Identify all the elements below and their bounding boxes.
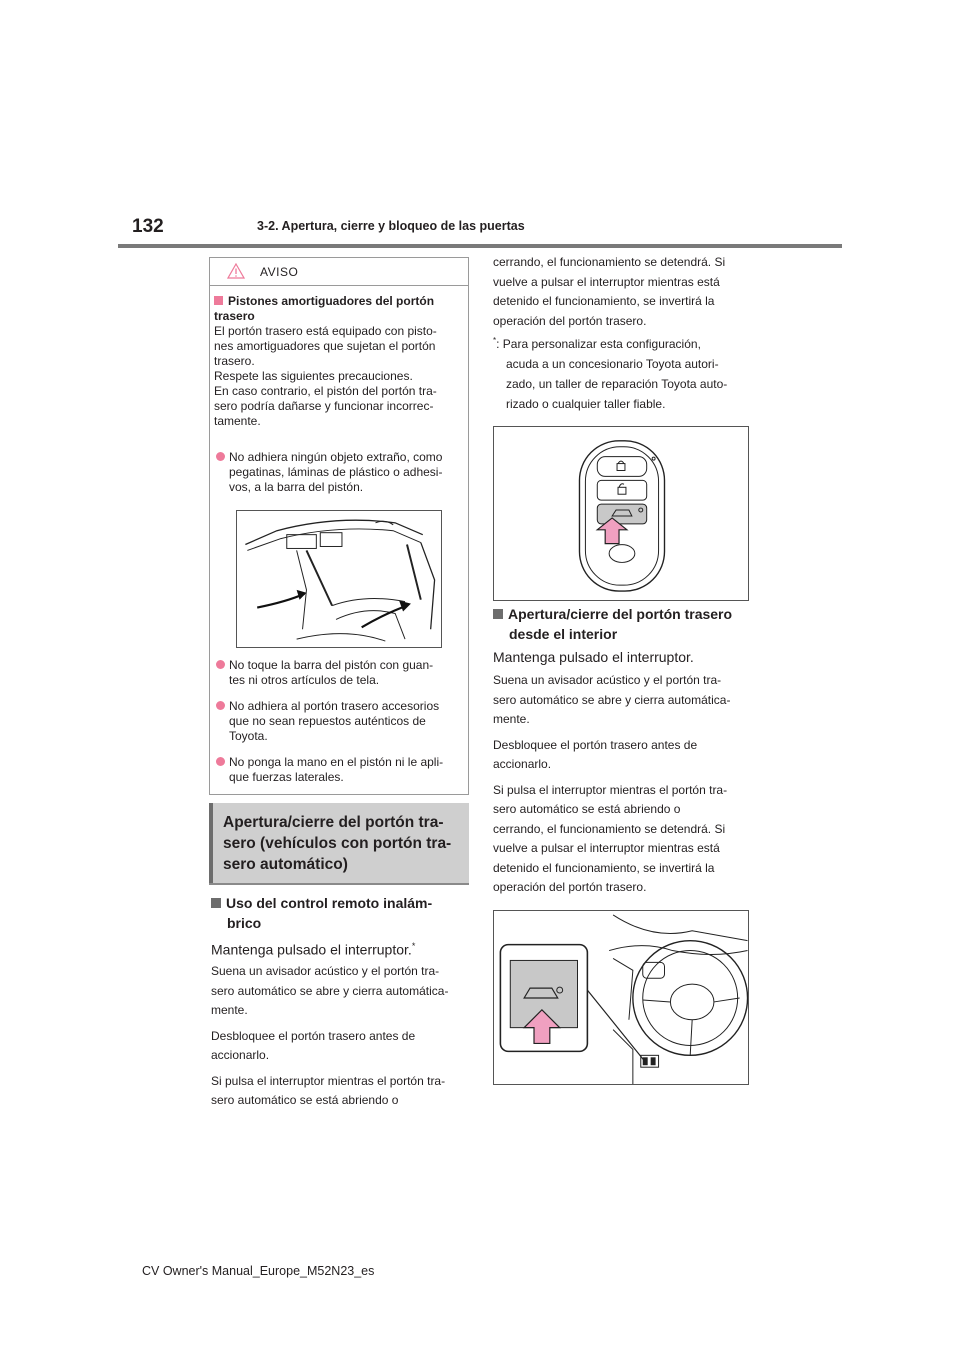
page-number: 132 xyxy=(132,216,164,237)
warning-bullet: No toque la barra del pistón con guan- tes ni otros artículos de tela. xyxy=(214,658,466,688)
dashboard-switch-illustration xyxy=(493,910,749,1085)
key-fob-illustration xyxy=(493,426,749,601)
footnote-mark: * xyxy=(493,336,497,345)
square-bullet-icon xyxy=(493,609,503,619)
interior-body: Suena un avisador acústico y el portón tra- sero automático se abre y cierra automática- mente. Desbloquee el portón trasero antes de accionarlo. Si pulsa el interruptor mientras el portón tra- sero automático se está abriendo o cerrando, el funcionamiento se detendrá. Si vuelve a pulsar el interruptor mientras está detenido el funcionamiento, se invertirá la operación del portón trasero. xyxy=(493,673,731,894)
square-bullet-icon xyxy=(211,898,221,908)
warning-title: AVISO xyxy=(260,265,299,279)
footnote-mark: * xyxy=(411,941,416,951)
section-heading: Apertura/cierre del portón tra- sero (vehículos con portón tra- sero automático) xyxy=(209,803,469,883)
warning-bullet: No adhiera al portón trasero accesorios que no sean repuestos auténticos de Toyota. xyxy=(214,699,466,744)
header-rule xyxy=(118,244,842,248)
remote-lead: Mantenga pulsado el interruptor.* xyxy=(211,941,416,958)
interior-lead: Mantenga pulsado el interruptor. xyxy=(493,649,694,665)
remote-subheading: Uso del control remoto inalám- brico xyxy=(211,893,469,933)
warning-subheading: Pistones amortiguadores del portón trasero xyxy=(214,294,435,323)
footer-text: CV Owner's Manual_Europe_M52N23_es xyxy=(142,1264,375,1278)
dot-bullet-icon xyxy=(216,660,225,669)
tailgate-piston-illustration xyxy=(236,510,442,648)
section-title: 3-2. Apertura, cierre y bloqueo de las puertas xyxy=(257,219,525,233)
warning-intro: El portón trasero está equipado con pisto- nes amortiguadores que sujetan el portón trasero. Respete las siguientes precauciones. En caso contrario, el pistón del portón tra- sero podría dañarse y funcionar incorrec- tamente. xyxy=(214,324,437,428)
dot-bullet-icon xyxy=(216,757,225,766)
warning-bullet: No ponga la mano en el pistón ni le apli- que fuerzas laterales. xyxy=(214,755,466,785)
dot-bullet-icon xyxy=(216,452,225,461)
interior-subheading: Apertura/cierre del portón trasero desde el interior xyxy=(493,604,755,644)
warning-bullet: No adhiera ningún objeto extraño, como pegatinas, láminas de plástico o adhesi- vos, a la barra del pistón. xyxy=(214,450,466,495)
remote-body-continued: cerrando, el funcionamiento se detendrá. Si vuelve a pulsar el interruptor mientras está detenido el funcionamiento, se invertirá la operación del portón trasero. xyxy=(493,255,726,328)
remote-body: Suena un avisador acústico y el portón tra- sero automático se abre y cierra automática- mente. Desbloquee el portón trasero antes de accionarlo. Si pulsa el interruptor mientras el portón tra- sero automático se está abriendo o xyxy=(211,964,449,1107)
warning-header xyxy=(210,258,468,286)
footnote: *: Para personalizar esta configuración, acuda a un concesionario Toyota autori- zado, un taller de reparación Toyota auto- rizado o cualquier taller fiable. xyxy=(493,336,728,411)
warning-box xyxy=(209,257,469,795)
warning-triangle-icon xyxy=(227,263,245,279)
square-bullet-icon xyxy=(214,296,223,305)
dot-bullet-icon xyxy=(216,701,225,710)
section-heading-rule xyxy=(209,883,469,885)
